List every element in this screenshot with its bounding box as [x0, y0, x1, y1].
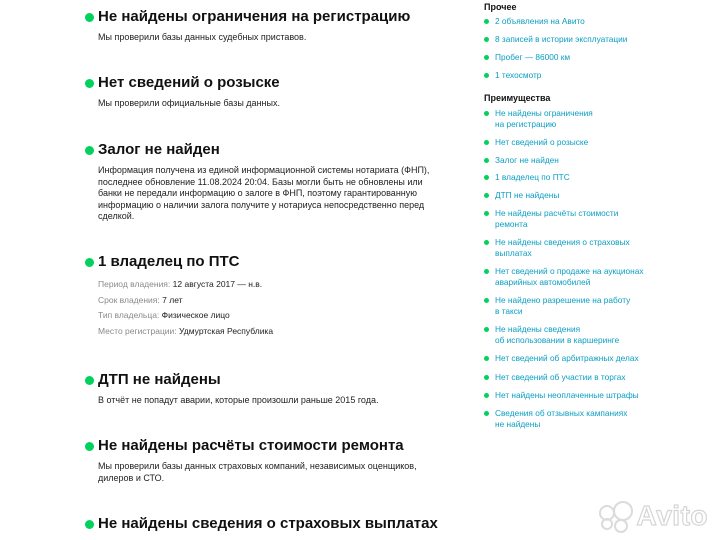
owner-row	[98, 277, 463, 293]
sidebar-link[interactable]: Нет сведений о продаже на аукционах аварийных автомобилей	[484, 266, 643, 288]
check-dot-icon	[85, 79, 94, 88]
sidebar-link[interactable]: Не найдены сведения об использовании в каршеринге	[484, 324, 619, 346]
check-dot-icon	[85, 258, 94, 267]
section-owner	[83, 253, 463, 339]
owner-value: Физическое лицо	[161, 310, 230, 320]
section-insurance	[83, 515, 463, 533]
dot-icon	[484, 73, 489, 78]
sidebar-link[interactable]: Не найдено разрешение на работу в такси	[484, 295, 630, 317]
dot-icon	[484, 269, 489, 274]
check-dot-icon	[85, 146, 94, 155]
section-title: ДТП не найдены	[98, 371, 221, 388]
dot-icon	[484, 298, 489, 303]
section-repair-calc	[83, 437, 463, 484]
owner-details	[83, 277, 463, 339]
check-dot-icon	[85, 442, 94, 451]
sidebar-link[interactable]: Сведения об отзывных кампаниях не найдены	[484, 408, 627, 430]
section-title: Залог не найден	[98, 141, 220, 158]
sidebar-link[interactable]: Не найдены ограничения на регистрацию	[484, 108, 593, 130]
dot-icon	[484, 240, 489, 245]
owner-value: Удмуртская Республика	[179, 325, 274, 336]
sidebar-link[interactable]: 2 объявления на Авито	[484, 16, 585, 27]
avito-watermark	[597, 500, 708, 532]
dot-icon	[484, 211, 489, 216]
owner-key: Период владения:	[98, 279, 171, 289]
section-desc: Мы проверили базы данных судебных приставов.	[98, 32, 307, 42]
section-pledge	[83, 141, 463, 223]
sidebar-link[interactable]: 1 владелец по ПТС	[484, 172, 570, 183]
sidebar-link[interactable]: Пробег — 86000 км	[484, 52, 570, 63]
sidebar-link[interactable]: Нет найдены неоплаченные штрафы	[484, 390, 639, 401]
dot-icon	[484, 175, 489, 180]
dot-icon	[484, 356, 489, 361]
dot-icon	[484, 327, 489, 332]
sidebar-link[interactable]: Нет сведений об участии в торгах	[484, 372, 625, 383]
sidebar-link[interactable]: 1 техосмотр	[484, 70, 541, 81]
owner-value: 7 лет	[162, 294, 183, 305]
owner-value: 12 августа 2017 — н.в.	[172, 279, 263, 289]
dot-icon	[484, 140, 489, 145]
dot-icon	[484, 411, 489, 416]
sidebar-link[interactable]: Залог не найден	[484, 155, 559, 166]
avito-logo-icon	[597, 501, 633, 531]
sidebar-link[interactable]: ДТП не найдены	[484, 190, 559, 201]
sidebar-link[interactable]: Не найдены расчёты стоимости ремонта	[484, 208, 618, 230]
section-title: 1 владелец по ПТС	[98, 253, 240, 270]
dot-icon	[484, 375, 489, 380]
owner-key: Место регистрации:	[98, 325, 177, 336]
dot-icon	[484, 393, 489, 398]
check-dot-icon	[85, 376, 94, 385]
sidebar-link[interactable]: Нет сведений об арбитражных делах	[484, 353, 639, 364]
section-desc: Информация получена из единой информационной системы нотариата (ФНП), последнее обновление 11.08.2024 20:04. Базы могли быть не обновлены или банки не передали информацию о залоге в ФНП, поэтому гарантированную информацию о наличии залога получите у нотариуса непосредственно перед сделкой.	[98, 165, 430, 221]
dot-icon	[484, 19, 489, 24]
sidebar-link[interactable]: Нет сведений о розыске	[484, 137, 588, 148]
owner-row	[98, 293, 463, 309]
section-wanted	[83, 74, 463, 110]
dot-icon	[484, 37, 489, 42]
dot-icon	[484, 158, 489, 163]
owner-key: Срок владения:	[98, 294, 160, 305]
avito-watermark-text: Avito	[636, 500, 708, 531]
dot-icon	[484, 55, 489, 60]
sidebar-advantages-heading: Преимущества	[484, 93, 551, 103]
section-registration	[83, 8, 463, 44]
dot-icon	[484, 111, 489, 116]
sidebar-link[interactable]: Не найдены сведения о страховых выплатах	[484, 237, 630, 259]
dot-icon	[484, 193, 489, 198]
owner-row	[98, 324, 463, 340]
section-title: Не найдены ограничения на регистрацию	[98, 8, 411, 25]
owner-key: Тип владельца:	[98, 310, 160, 320]
sidebar-link[interactable]: 8 записей в истории эксплуатации	[484, 34, 627, 45]
owner-row	[98, 308, 463, 324]
section-desc: В отчёт не попадут аварии, которые произошли раньше 2015 года.	[98, 395, 379, 405]
section-accidents	[83, 371, 463, 407]
section-title: Нет сведений о розыске	[98, 74, 280, 91]
sidebar-other-heading: Прочее	[484, 2, 517, 12]
section-desc: Мы проверили базы данных страховых компаний, независимых оценщиков, дилеров и СТО.	[98, 461, 417, 483]
check-dot-icon	[85, 520, 94, 529]
check-dot-icon	[85, 13, 94, 22]
section-desc: Мы проверили официальные базы данных.	[98, 98, 280, 108]
section-title: Не найдены расчёты стоимости ремонта	[98, 437, 404, 454]
section-title: Не найдены сведения о страховых выплатах	[98, 515, 438, 532]
